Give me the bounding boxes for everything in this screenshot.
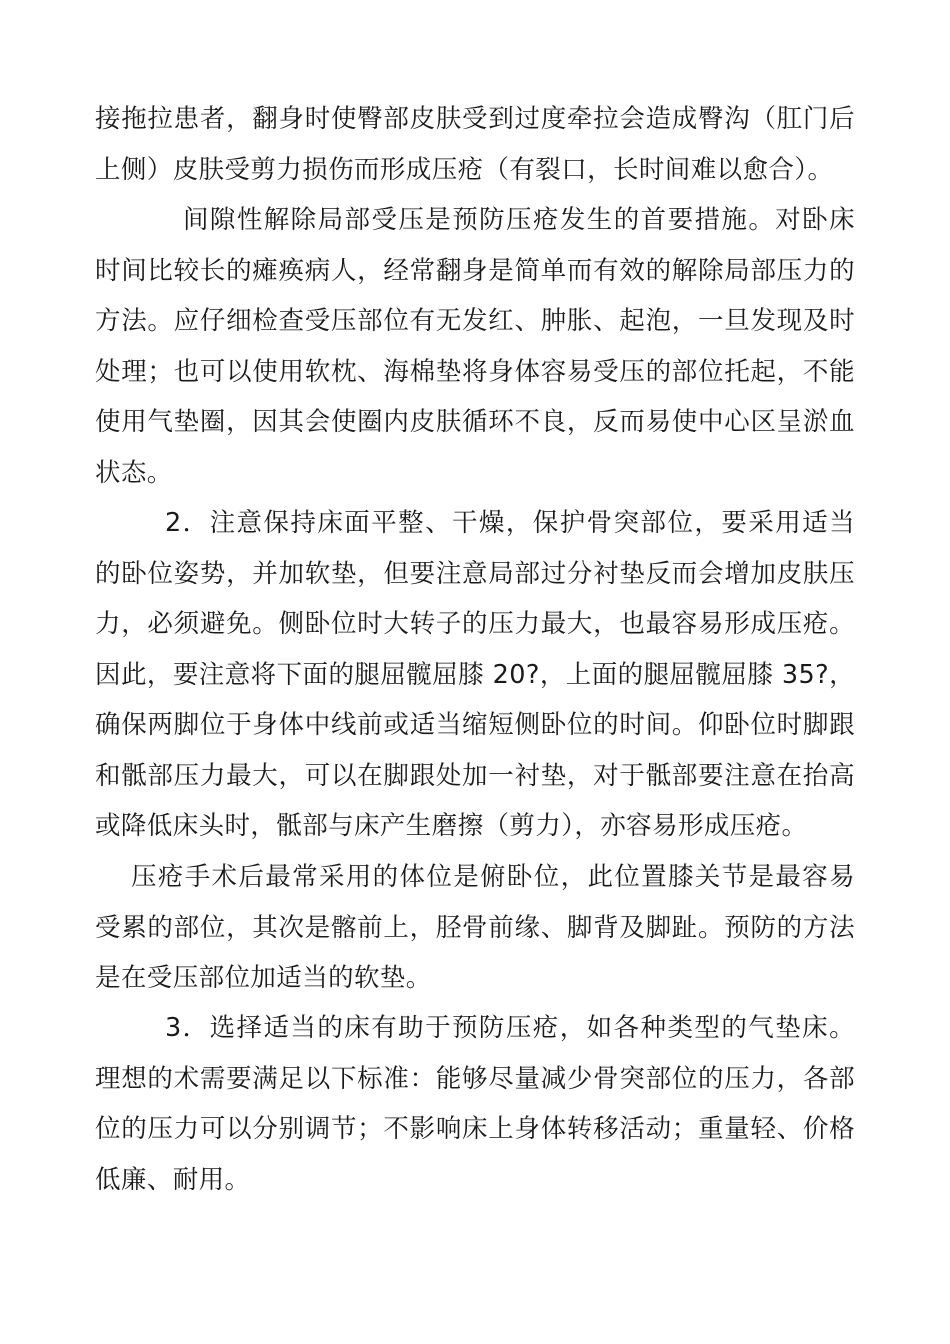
paragraph-continuation: 接拖拉患者，翻身时使臀部皮肤受到过度牵拉会造成臀沟（肛门后上侧）皮肤受剪力损伤而形成压疮（有裂口，长时间难以愈合）。 [95, 104, 855, 185]
paragraph-pressure-relief: 间隙性解除局部受压是预防压疮发生的首要措施。对卧床时间比较长的瘫痪病人，经常翻身是简单而有效的解除局部压力的方法。应仔细检查受压部位有无发红、肿胀、起泡，一旦发现及时处理；也可以使用软枕、海棉垫将身体容易受压的部位托起，不能使用气垫圈，因其会使圈内皮肤循环不良，反而易使中心区呈淤血状态。 [95, 205, 855, 488]
paragraph-item-3: 3．选择适当的床有助于预防压疮，如各种类型的气垫床。理想的术需要满足以下标准：能够尽量减少骨突部位的压力，各部位的压力可以分别调节；不影响床上身体转移活动；重量轻、价格低廉、耐用。 [95, 1013, 855, 1195]
paragraph-item-2: 2．注意保持床面平整、干燥，保护骨突部位，要采用适当的卧位姿势，并加软垫，但要注意局部过分衬垫反而会增加皮肤压力，必须避免。侧卧位时大转子的压力最大，也最容易形成压疮。因此，要注意将下面的腿屈髋屈膝 20?，上面的腿屈髋屈膝 35?，确保两脚位于身体中线前或适当缩短侧卧位的时间。仰卧位时脚跟和骶部压力最大，可以在脚跟处加一衬垫，对于骶部要注意在抬高或降低床头时，骶部与床产生磨擦（剪力），亦容易形成压疮。 [95, 508, 855, 841]
paragraph-postoperative-position: 压疮手术后最常采用的体位是俯卧位，此位置膝关节是最容易受累的部位，其次是髂前上，胫骨前缘、脚背及脚趾。预防的方法是在受压部位加适当的软垫。 [95, 862, 855, 993]
